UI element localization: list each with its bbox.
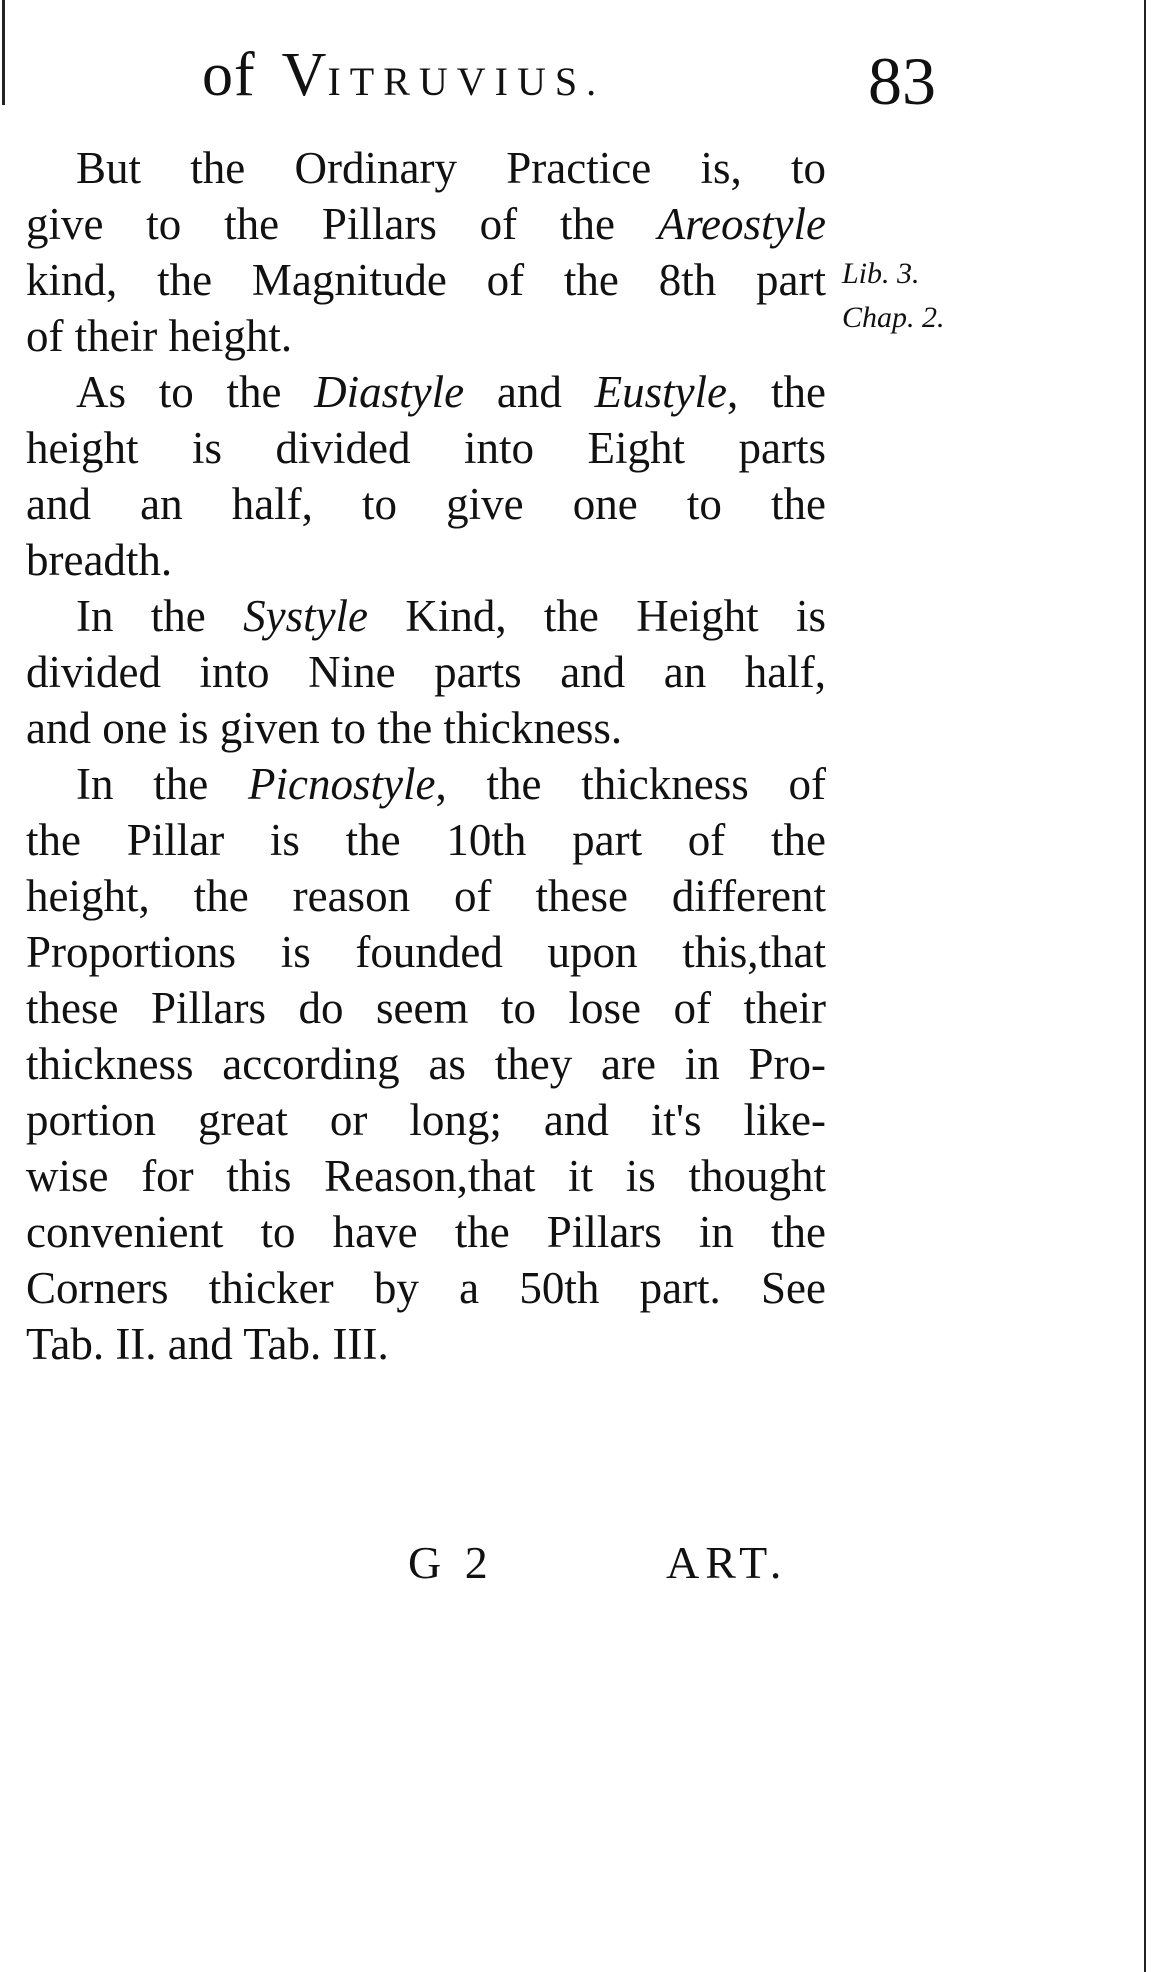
text-line (26, 476, 826, 532)
catchword: ART. (666, 1537, 788, 1588)
text-run: But the Ordinary Practice is, to (76, 143, 826, 193)
marginal-note (842, 252, 945, 340)
text-run: portion great or long; and it's like- (26, 1095, 826, 1145)
text-run: and an half, to give one to the (26, 479, 826, 529)
marginal-note-book: Lib. 3. (842, 257, 920, 290)
text-line (26, 308, 826, 364)
text-line (26, 868, 826, 924)
text-run: these Pillars do seem to lose of their (26, 983, 826, 1033)
text-line (26, 756, 826, 812)
text-line (26, 644, 826, 700)
paragraph (26, 588, 826, 756)
italic-term: Systyle (243, 591, 369, 641)
page-header (0, 40, 1163, 120)
signature-mark: G 2 (408, 1537, 494, 1588)
italic-term: Areostyle (657, 199, 826, 249)
text-line (26, 532, 826, 588)
running-title-of: of (202, 41, 256, 109)
text-run: thickness according as they are in Pro- (26, 1039, 826, 1089)
text-line (26, 588, 826, 644)
text-run: In the (76, 591, 244, 641)
text-run: and (464, 367, 595, 417)
text-run: the Pillar is the 10th part of the (26, 815, 826, 865)
text-run: height, the reason of these different (26, 871, 826, 921)
running-title-smallcaps: ITRUVIUS. (327, 59, 606, 104)
text-line (26, 1260, 826, 1316)
text-run: of their height. (26, 311, 293, 361)
text-line (26, 1204, 826, 1260)
text-line (26, 980, 826, 1036)
text-line (26, 1036, 826, 1092)
text-run: convenient to have the Pillars in the (26, 1207, 826, 1257)
text-line (26, 700, 826, 756)
italic-term: Eustyle (594, 367, 728, 417)
page-number: 83 (868, 43, 936, 119)
text-run: Tab. II. and Tab. III. (26, 1319, 389, 1369)
text-line (26, 364, 826, 420)
text-run: give to the Pillars of the (26, 199, 658, 249)
text-run: and one is given to the thickness. (26, 703, 623, 753)
text-line (26, 1316, 826, 1372)
paragraph (26, 756, 826, 1372)
text-line (26, 140, 826, 196)
page-edge-line (1144, 0, 1146, 1972)
text-line (26, 1092, 826, 1148)
running-title (202, 40, 605, 111)
text-line (26, 812, 826, 868)
text-line (26, 1148, 826, 1204)
text-run: , the (727, 367, 826, 417)
text-line (26, 252, 826, 308)
text-run: Corners thicker by a 50th part. See (26, 1263, 826, 1313)
text-run: In the (76, 759, 249, 809)
italic-term: Picnostyle (248, 759, 436, 809)
italic-term: Diastyle (314, 367, 465, 417)
text-run: breadth. (26, 535, 173, 585)
text-run: Proportions is founded upon this,that (26, 927, 826, 977)
marginal-note-chapter: Chap. 2. (842, 301, 945, 334)
text-line (26, 924, 826, 980)
text-run: wise for this Reason,that it is thought (26, 1151, 826, 1201)
running-title-initial: V (281, 41, 328, 109)
text-run: divided into Nine parts and an half, (26, 647, 826, 697)
paragraph (26, 364, 826, 588)
paragraph (26, 140, 826, 364)
text-run: Kind, the Height is (368, 591, 826, 641)
text-run: kind, the Magnitude of the 8th part (26, 255, 826, 305)
text-run: , the thickness of (435, 759, 826, 809)
body-text (26, 140, 826, 1372)
text-line (26, 420, 826, 476)
text-line (26, 196, 826, 252)
text-run: As to the (76, 367, 315, 417)
text-run: height is divided into Eight parts (26, 423, 826, 473)
